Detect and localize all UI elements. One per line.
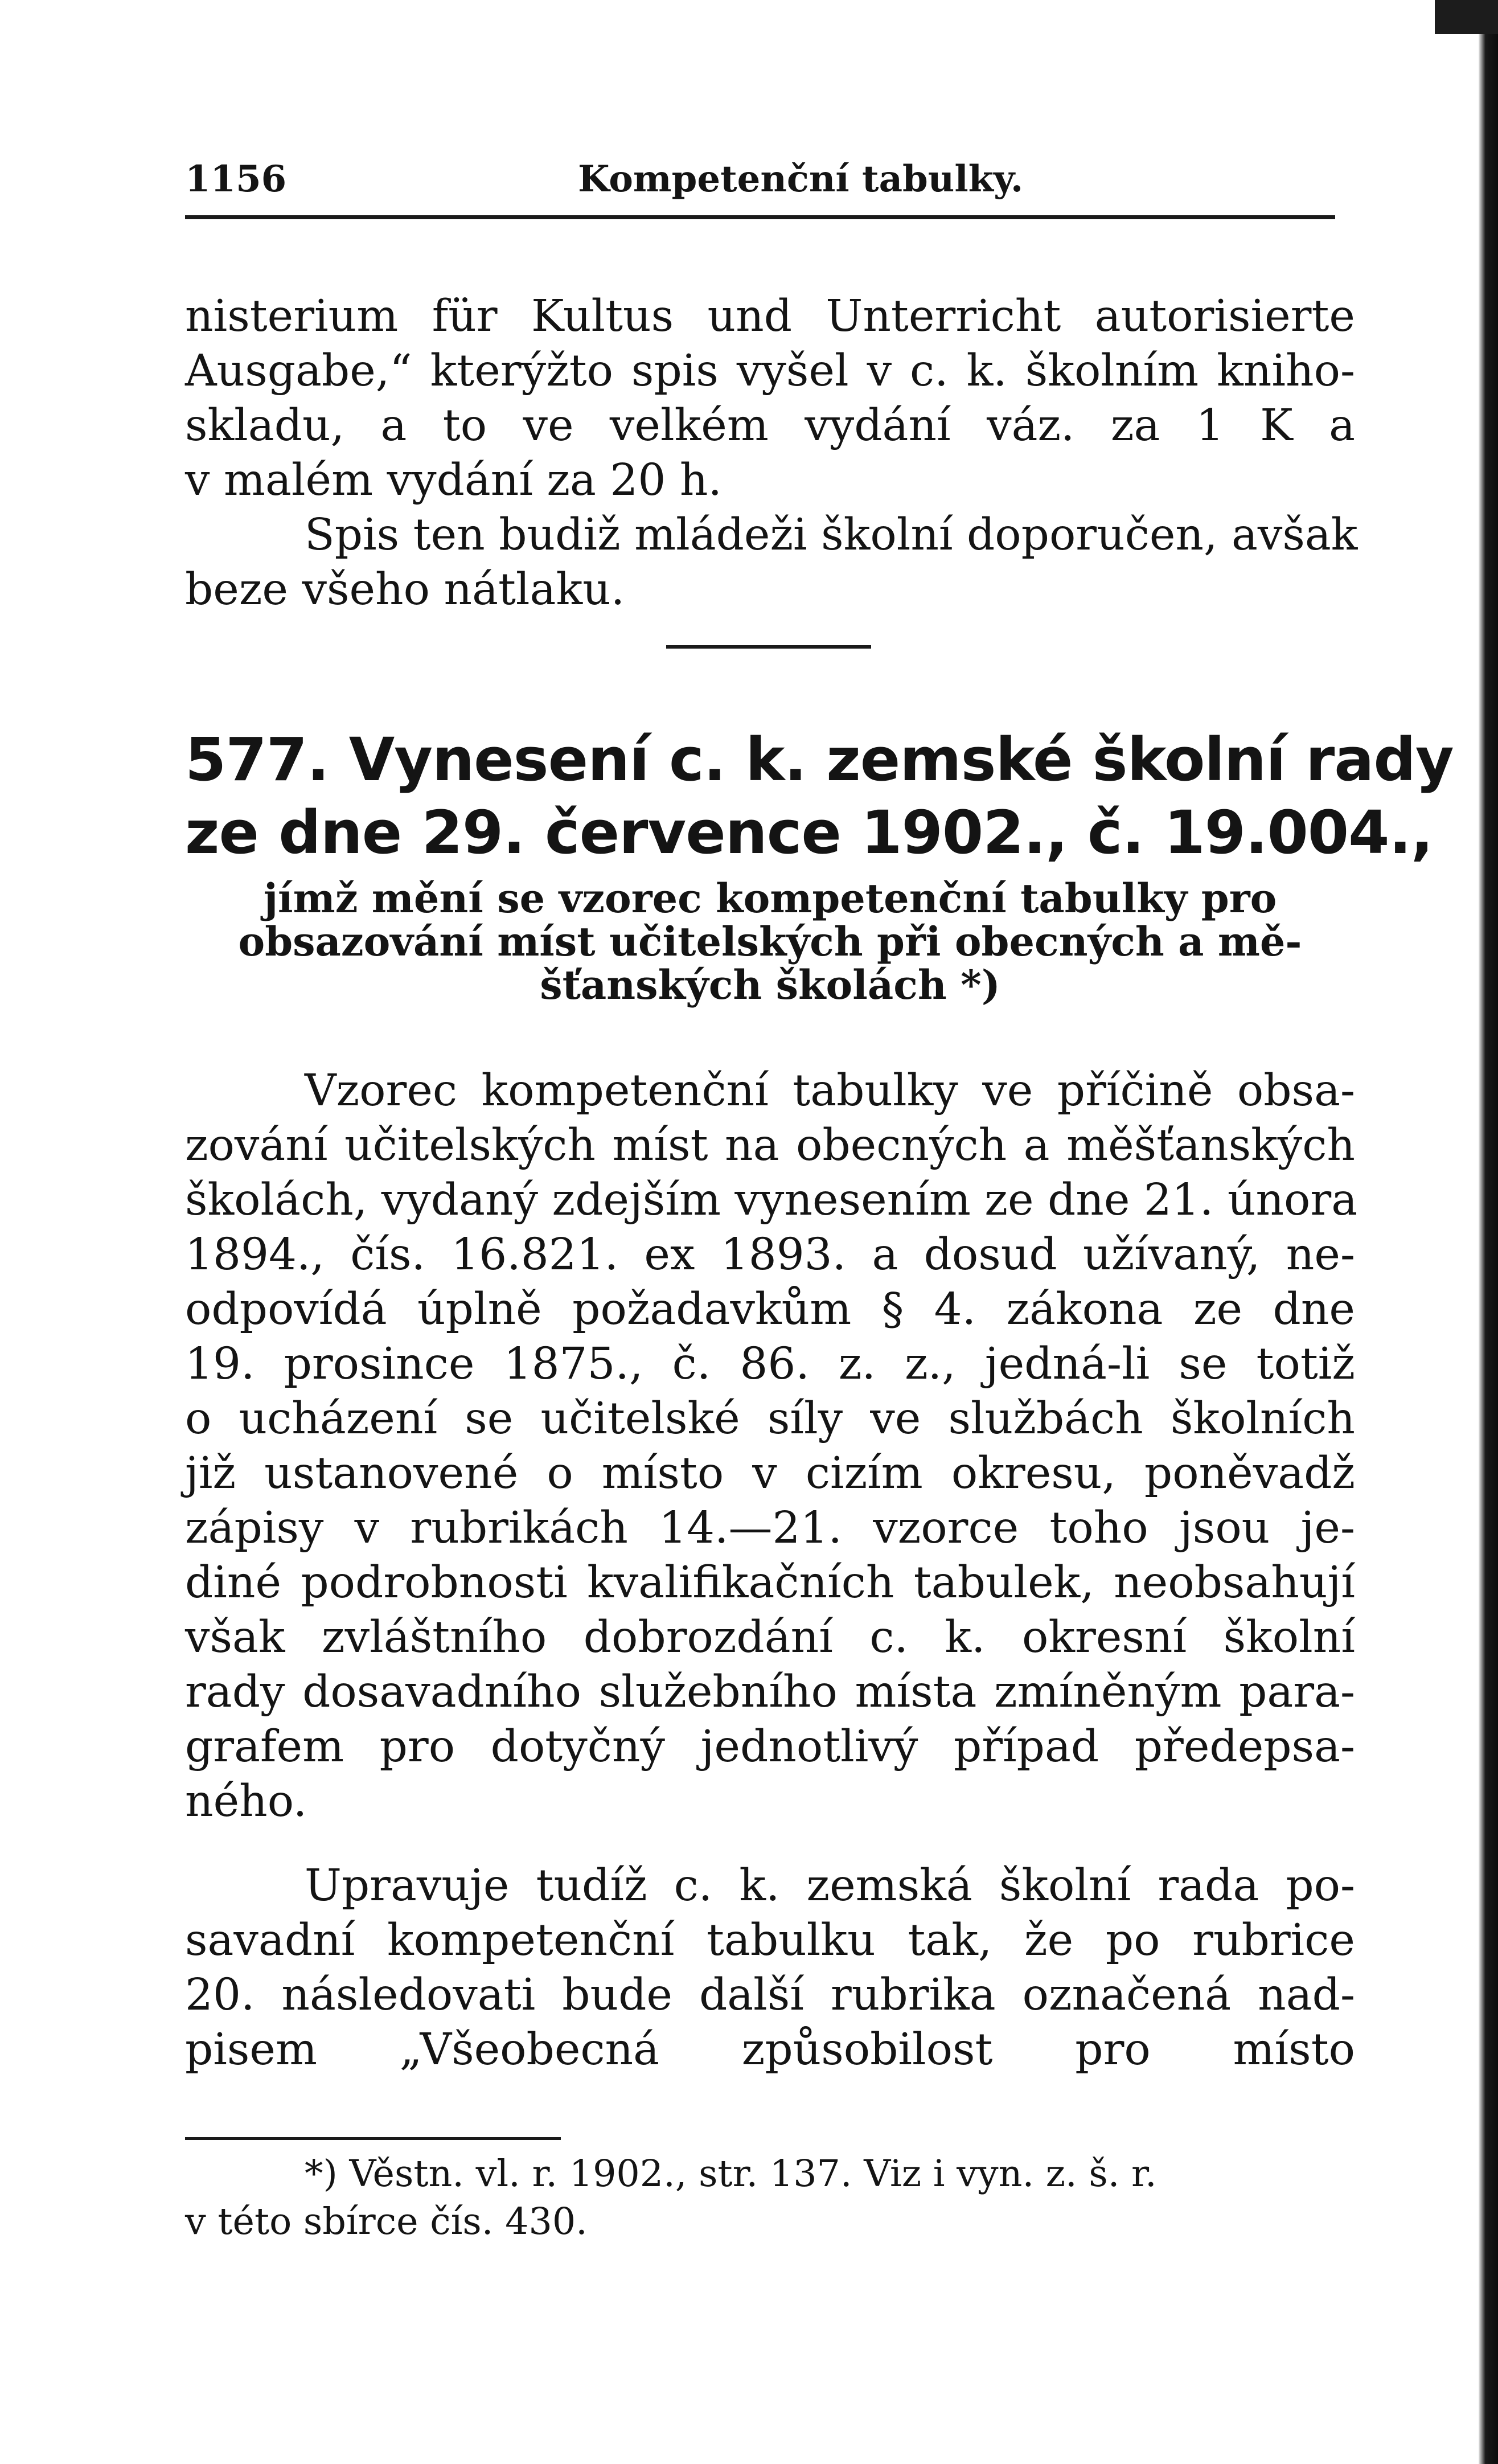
text-line: 20. následovati bude další rubrika označená nad-	[185, 1970, 1355, 2020]
section-title	[185, 723, 1454, 869]
footnote-rule	[185, 2137, 561, 2140]
text-line: školách, vydaný zdejším vynesením ze dne 21. února	[185, 1175, 1358, 1225]
text-line: již ustanovené o místo v cizím okresu, poněvadž	[185, 1448, 1355, 1499]
footnote	[185, 2150, 1355, 2246]
running-head: Kompetenční tabulky.	[578, 158, 1024, 200]
text-line: o ucházení se učitelské síly ve službách školních	[185, 1393, 1355, 1444]
text-line: Spis ten budiž mládeži školní doporučen, avšak	[305, 510, 1358, 560]
text-line: skladu, a to ve velkém vydání váz. za 1 K a	[185, 400, 1355, 451]
intro-paragraph	[185, 289, 1355, 508]
section-title-line: 577. Vynesení c. k. zemské školní rady	[185, 725, 1454, 794]
body-paragraph-1	[185, 1064, 1358, 1829]
text-line: Ausgabe,“ kterýžto spis vyšel v c. k. školním kniho-	[185, 346, 1355, 396]
footnote-line: *) Věstn. vl. r. 1902., str. 137. Viz i vyn. z. š. r.	[305, 2153, 1157, 2195]
section-title-line: ze dne 29. července 1902., č. 19.004.,	[185, 798, 1433, 867]
footnote-line: v této sbírce čís. 430.	[185, 2200, 588, 2243]
page-number: 1156	[185, 158, 287, 200]
section-subtitle	[185, 877, 1355, 1007]
text-line: zování učitelských míst na obecných a měšťanských	[185, 1120, 1355, 1171]
page-edge-shadow	[1479, 0, 1498, 2464]
text-line: rady dosavadního služebního místa zmíněným para-	[185, 1667, 1355, 1717]
page-corner-shadow	[1435, 0, 1498, 34]
text-line: diné podrobnosti kvalifikačních tabulek, neobsahují	[185, 1557, 1355, 1608]
section-separator-rule	[666, 645, 871, 649]
text-line: pisem „Všeobecná způsobilost pro místo	[185, 2024, 1355, 2075]
text-line: zápisy v rubrikách 14.—21. vzorce toho jsou je-	[185, 1503, 1355, 1553]
text-line: v malém vydání za 20 h.	[185, 455, 722, 506]
recommendation-paragraph	[185, 508, 1358, 617]
text-line: 1894., čís. 16.821. ex 1893. a dosud užívaný, ne-	[185, 1229, 1355, 1280]
text-line: beze všeho nátlaku.	[185, 564, 625, 615]
text-line: nisterium für Kultus und Unterricht autorisierte	[185, 291, 1355, 342]
text-line: savadní kompetenční tabulku tak, že po rubrice	[185, 1915, 1355, 1966]
text-line: 19. prosince 1875., č. 86. z. z., jedná-li se totiž	[185, 1339, 1355, 1389]
text-line: odpovídá úplně požadavkům § 4. zákona ze dne	[185, 1284, 1355, 1335]
text-line: grafem pro dotyčný jednotlivý případ předepsa-	[185, 1721, 1355, 1772]
section-subtitle-line: šťanských školách *)	[540, 961, 1000, 1008]
section-subtitle-line: jímž mění se vzorec kompetenční tabulky pro	[263, 875, 1277, 922]
header-rule	[185, 215, 1335, 219]
text-line: ného.	[185, 1776, 307, 1827]
text-line: Vzorec kompetenční tabulky ve příčině obsa-	[305, 1065, 1355, 1116]
text-line: však zvláštního dobrozdání c. k. okresní školní	[185, 1612, 1355, 1663]
page-header	[185, 158, 1355, 200]
body-paragraph-2	[185, 1859, 1355, 2077]
section-subtitle-line: obsazování míst učitelských při obecných a mě-	[238, 918, 1302, 965]
text-line: Upravuje tudíž c. k. zemská školní rada po-	[305, 1860, 1355, 1911]
